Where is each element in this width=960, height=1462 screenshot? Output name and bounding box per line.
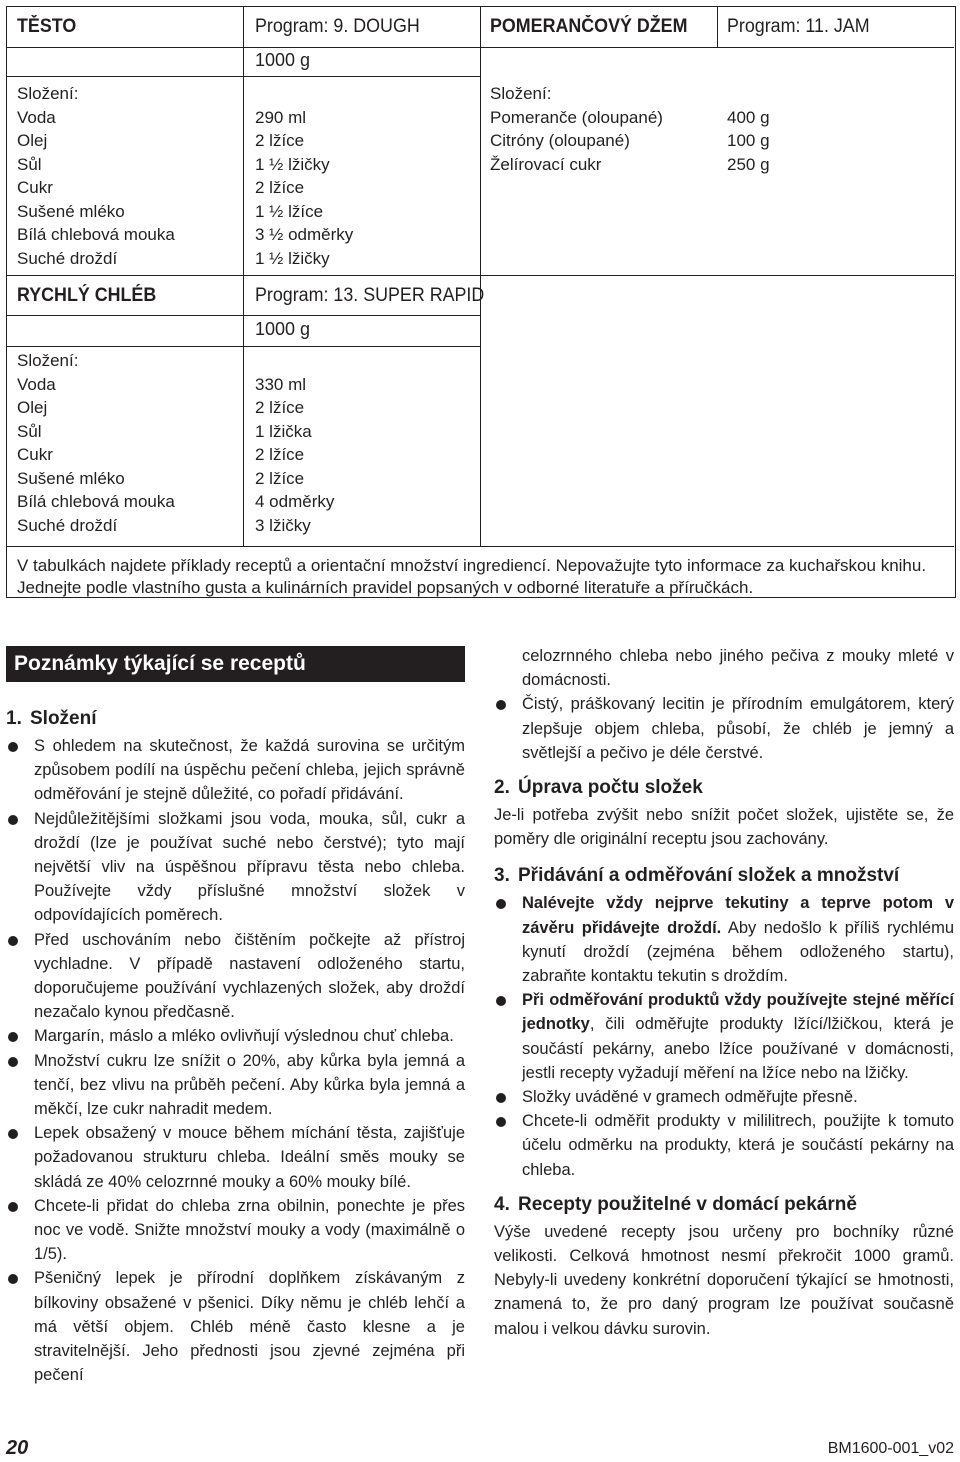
- heading-recipes: [494, 1192, 954, 1218]
- table-divider: [7, 76, 243, 77]
- emphasis: Nalévejte vždy nejprve tekutiny a teprve potom v závěru přidávejte droždí.: [522, 894, 954, 937]
- amount: 1 ½ lžičky: [255, 248, 330, 268]
- amount: 290 ml: [255, 107, 307, 127]
- table-divider: [7, 315, 480, 316]
- composition-list-continued: [494, 644, 954, 765]
- ingredients-rapid: [17, 349, 175, 537]
- table-divider: [7, 47, 480, 48]
- recipe-table: [6, 6, 956, 598]
- list-item: Nejdůležitějšími složkami jsou voda, mouka, sůl, cukr a droždí (lze je používat suché nebo čerstvé); tyto mají největší vliv na úspěšnou přípravu těsta nebo chleba. Používejte vždy příslušné množství složek v odpovídajících poměrech.: [6, 807, 465, 928]
- emphasis: Při odměřování produktů vždy používejte stejné měřící jednotky: [522, 991, 954, 1034]
- heading-measuring: [494, 863, 954, 889]
- amount: 1 ½ lžíce: [255, 201, 324, 221]
- amounts-dough: [255, 106, 353, 271]
- amount: 3 lžičky: [255, 515, 311, 535]
- amount: 2 lžíce: [255, 445, 305, 464]
- heading-text: Úprava počtu složek: [518, 777, 703, 799]
- table-divider: [480, 47, 954, 48]
- table-note-line: V tabulkách najdete příklady receptů a orientační množství ingrediencí. Nepovažujte tyto informace za kuchařskou knihu.: [17, 556, 927, 575]
- heading-text: Složení: [30, 708, 97, 729]
- notes-right-column: [494, 644, 954, 1341]
- measuring-list: [494, 891, 954, 1181]
- list-item: Před uschováním nebo čištěním počkejte až přístroj vychladne. V případě nastavení odloženého startu, doporučujeme používání vychlazených složek, aby droždí nezačalo kynou předčasně.: [6, 928, 465, 1025]
- list-item: S ohledem na skutečnost, že každá surovina se určitým způsobem podílí na úspěchu pečení chleba, jejich správně odměřování je stejně důležité, co pořadí přidávání.: [6, 734, 465, 807]
- paragraph: Je-li potřeba zvýšit nebo snížit počet složek, ujistěte se, že poměry dle originální receptu jsou zachovány.: [494, 806, 954, 849]
- amount: 250 g: [727, 154, 770, 174]
- ingredient: Voda: [17, 374, 56, 394]
- ingredients-dough: [17, 82, 175, 270]
- amount: 2 lžíce: [255, 131, 305, 150]
- program-jam: Program: 11. JAM: [727, 16, 870, 37]
- ingredient: Suché droždí: [17, 248, 118, 268]
- amount: 1 ½ lžičky: [255, 154, 330, 174]
- ingredient: Olej: [17, 131, 48, 150]
- amount: 3 ½ odměrky: [255, 225, 354, 244]
- amount: 2 lžíce: [255, 178, 305, 197]
- table-note-line: Jednejte podle vlastního gusta a kulinárních pravidel popsaných v odborné literatuře a příručkách.: [17, 578, 754, 597]
- ingredient: Cukr: [17, 178, 53, 197]
- text: Aby nedošlo k příliš rychlému kynutí droždí (zejména během odloženého startu), zabraňte kontaktu tekutin s droždím.: [522, 918, 954, 986]
- list-item: Chcete-li přidat do chleba zrna obilnin, ponechte je přes noc ve vodě. Snižte množství mouky a vody (maximálně o 1/5).: [6, 1194, 465, 1267]
- table-note: [17, 555, 947, 599]
- ingredient: Voda: [17, 107, 56, 127]
- list-item: Lepek obsažený v mouce během míchání těsta, zajišťuje požadovanou strukturu chleba. Ideální směs mouky se skládá ze 40% celozrnné mouky a 60% mouky bílé.: [6, 1121, 465, 1194]
- heading-number: 3.: [494, 865, 510, 887]
- ingredients-jam: [490, 82, 663, 176]
- list-item: Margarín, máslo a mléko ovlivňují výslednou chuť chleba.: [6, 1024, 465, 1048]
- list-item-continued: celozrnného chleba nebo jiného pečiva z mouky mleté v domácnosti.: [522, 647, 954, 690]
- composition-label: Složení:: [17, 84, 79, 103]
- ingredient: Bílá chlebová mouka: [17, 225, 175, 244]
- composition-label: Složení:: [490, 84, 552, 103]
- heading-adjust: [494, 775, 954, 801]
- heading-number: 2.: [494, 777, 510, 799]
- ingredient: Pomeranče (oloupané): [490, 107, 663, 127]
- text: , čili odměřujte produkty lžící/lžičkou, která je součástí pekárny, anebo lžíce používané v domácnosti, jestli recepty vyžadují měření na lžíce nebo na lžičky.: [522, 1015, 954, 1082]
- table-divider: [7, 546, 954, 547]
- table-divider: [7, 275, 954, 276]
- ingredient: Olej: [17, 398, 48, 417]
- section-title: Poznámky týkající se receptů: [6, 646, 465, 682]
- heading-text: Recepty použitelné v domácí pekárně: [518, 1193, 857, 1215]
- amount: 2 lžíce: [255, 398, 305, 417]
- heading-text: Přidávání a odměřování složek a množství: [518, 865, 900, 887]
- heading-number: 1.: [6, 708, 22, 729]
- ingredient: Sušené mléko: [17, 468, 125, 488]
- table-divider: [7, 346, 243, 347]
- recipe-name-dough: TĚSTO: [17, 16, 77, 37]
- ingredient: Citróny (oloupané): [490, 131, 630, 150]
- list-item: Množství cukru lze snížit o 20%, aby kůrka byla jemná a tenčí, bez vlivu na průběh pečení. Aby kůrka byla jemná a měkčí, lze cukr nahradit medem.: [6, 1049, 465, 1122]
- list-item: Čistý, práškovaný lecitin je přírodním emulgátorem, který zlepšuje objem chleba, působí, že chléb je jemný a světlejší a pečivo je déle čerstvé.: [494, 692, 954, 765]
- document-code: BM1600-001_v02: [827, 1440, 954, 1457]
- table-divider: [243, 7, 244, 546]
- recipe-name-jam: POMERANČOVÝ DŽEM: [490, 16, 688, 37]
- notes-left-column: [6, 702, 465, 1387]
- amount: 4 odměrky: [255, 492, 335, 511]
- weight-rapid: 1000 g: [255, 319, 311, 339]
- composition-label: Složení:: [17, 351, 79, 370]
- amount: 2 lžíce: [255, 468, 305, 488]
- program-rapid: Program: 13. SUPER RAPID: [255, 285, 485, 306]
- table-divider: [717, 7, 718, 47]
- ingredient: Bílá chlebová mouka: [17, 492, 175, 511]
- ingredient: Cukr: [17, 445, 53, 464]
- ingredient: Želírovací cukr: [490, 154, 602, 174]
- ingredient: Suché droždí: [17, 515, 118, 535]
- list-item: Chcete-li odměřit produkty v mililitrech, použijte k tomuto účelu odměrku na produkty, která je součástí pekárny na chleba.: [494, 1109, 954, 1182]
- program-dough: Program: 9. DOUGH: [255, 16, 420, 37]
- amount: 1 lžička: [255, 421, 312, 441]
- list-item: [494, 891, 954, 988]
- ingredient: Sůl: [17, 154, 42, 174]
- page-number: 20: [6, 1437, 29, 1459]
- table-divider: [480, 7, 481, 546]
- amount: 330 ml: [255, 374, 307, 394]
- amount: 100 g: [727, 131, 770, 150]
- list-item: Složky uváděné v gramech odměřujte přesně.: [494, 1085, 954, 1109]
- list-item: [494, 988, 954, 1085]
- recipe-name-rapid: RYCHLÝ CHLÉB: [17, 285, 157, 306]
- composition-list: [6, 734, 465, 1387]
- ingredient: Sůl: [17, 421, 42, 441]
- amounts-jam: [727, 106, 770, 177]
- ingredient: Sušené mléko: [17, 201, 125, 221]
- paragraph: Výše uvedené recepty jsou určeny pro bochníky různé velikosti. Celková hmotnost nesmí překročit 1000 gramů. Nebyly-li uvedeny konkrétní doporučení týkající se hmotnosti, znamená to, že pro daný program lze používat současně malou i velkou dávku surovin.: [494, 1222, 954, 1338]
- list-item: Pšeničný lepek je přírodní doplňkem získávaným z bílkoviny obsažené v pšenici. Díky němu je chléb lehčí a má větší objem. Chléb méně často klesne a je stravitelnější. Jeho přednosti jsou zjevné zejména při pečení: [6, 1266, 465, 1387]
- table-divider: [243, 76, 480, 77]
- heading-number: 4.: [494, 1193, 510, 1215]
- heading-composition: [6, 706, 465, 732]
- amounts-rapid: [255, 373, 334, 538]
- table-divider: [243, 346, 480, 347]
- weight-dough: 1000 g: [255, 50, 311, 70]
- amount: 400 g: [727, 107, 770, 127]
